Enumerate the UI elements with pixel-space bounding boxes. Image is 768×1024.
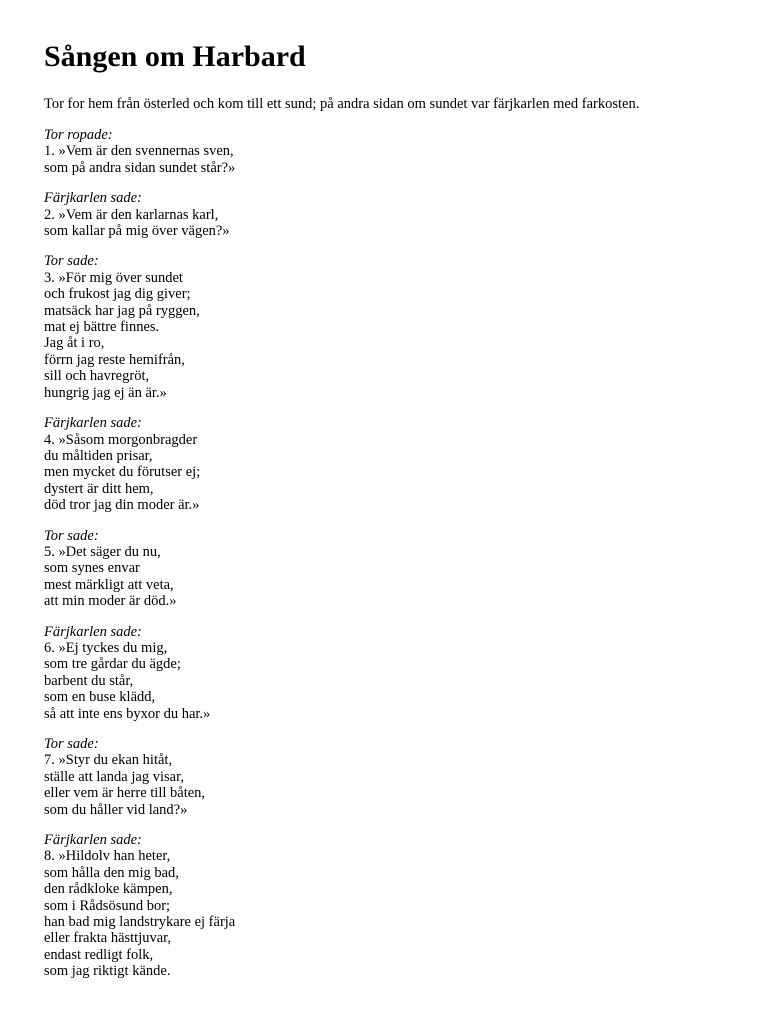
verse-line: mat ej bättre finnes.: [44, 319, 160, 336]
speaker-label: Tor sade:: [44, 253, 99, 270]
verse-line: som på andra sidan sundet står?»: [44, 159, 236, 176]
speaker-label: Tor ropade:: [44, 127, 113, 143]
speaker-label: Färjkarlen sade:: [44, 190, 142, 207]
verse-line: han bad mig landstrykare ej färja: [44, 914, 236, 931]
stanza-4: [44, 415, 724, 513]
verse-line: dystert är ditt hem,: [44, 480, 154, 497]
verse-line: ställe att landa jag visar,: [44, 768, 184, 785]
speaker-label: Färjkarlen sade:: [44, 623, 142, 640]
verse-line: som hålla den mig bad,: [44, 864, 179, 881]
speaker-label: Tor sade:: [44, 527, 99, 544]
stanza-7: [44, 736, 724, 818]
stanza-5: [44, 528, 724, 610]
verse-line: barbent du står,: [44, 672, 134, 689]
speaker-label: Färjkarlen sade:: [44, 415, 142, 432]
verse-line: endast redligt folk,: [44, 946, 154, 963]
stanza-1: [44, 127, 724, 176]
speaker-label: Tor sade:: [44, 736, 99, 752]
verse-line: som synes envar: [44, 560, 140, 577]
verse-line: 8. »Hildolv han heter,: [44, 848, 171, 865]
verse-line: och frukost jag dig giver;: [44, 286, 191, 303]
stanza-3: [44, 253, 724, 401]
stanza-2: [44, 190, 724, 239]
verse-line: död tror jag din moder är.»: [44, 497, 200, 514]
verse-line: eller frakta hästtjuvar,: [44, 930, 172, 947]
verse-line: som jag riktigt kände.: [44, 963, 171, 980]
verse-line: 7. »Styr du ekan hitåt,: [44, 752, 173, 769]
verse-line: Jag åt i ro,: [44, 335, 105, 352]
speaker-label: Färjkarlen sade:: [44, 832, 142, 849]
stanza-6: [44, 624, 724, 722]
verse-line: som tre gårdar du ägde;: [44, 656, 181, 673]
verse-line: du måltiden prisar,: [44, 447, 153, 464]
verse-line: 6. »Ej tyckes du mig,: [44, 639, 168, 656]
verse-line: 5. »Det säger du nu,: [44, 543, 161, 560]
verse-line: 3. »För mig över sundet: [44, 269, 183, 286]
verse-line: sill och havregröt,: [44, 368, 150, 385]
page-title: Sången om Harbard: [44, 40, 306, 73]
verse-line: hungrig jag ej än är.»: [44, 384, 167, 401]
verse-line: den rådkloke kämpen,: [44, 881, 173, 898]
verse-line: men mycket du förutser ej;: [44, 464, 201, 481]
verse-line: som en buse klädd,: [44, 689, 156, 706]
verse-line: som du håller vid land?»: [44, 801, 188, 818]
intro-paragraph: Tor for hem från österled och kom till ett sund; på andra sidan om sundet var färjkarlen med farkosten.: [44, 96, 640, 112]
verse-line: 4. »Såsom morgonbragder: [44, 431, 198, 448]
verse-line: som i Rådsösund bor;: [44, 897, 171, 914]
verse-line: så att inte ens byxor du har.»: [44, 705, 211, 722]
verse-line: mest märkligt att veta,: [44, 576, 174, 593]
verse-line: 2. »Vem är den karlarnas karl,: [44, 206, 219, 223]
verse-line: som kallar på mig över vägen?»: [44, 223, 230, 240]
verse-line: eller vem är herre till båten,: [44, 785, 206, 802]
verse-line: 1. »Vem är den svennernas sven,: [44, 143, 234, 160]
verse-line: förrn jag reste hemifrån,: [44, 351, 185, 368]
stanza-8: [44, 832, 724, 980]
verse-line: att min moder är död.»: [44, 593, 177, 610]
verse-line: matsäck har jag på ryggen,: [44, 302, 200, 319]
